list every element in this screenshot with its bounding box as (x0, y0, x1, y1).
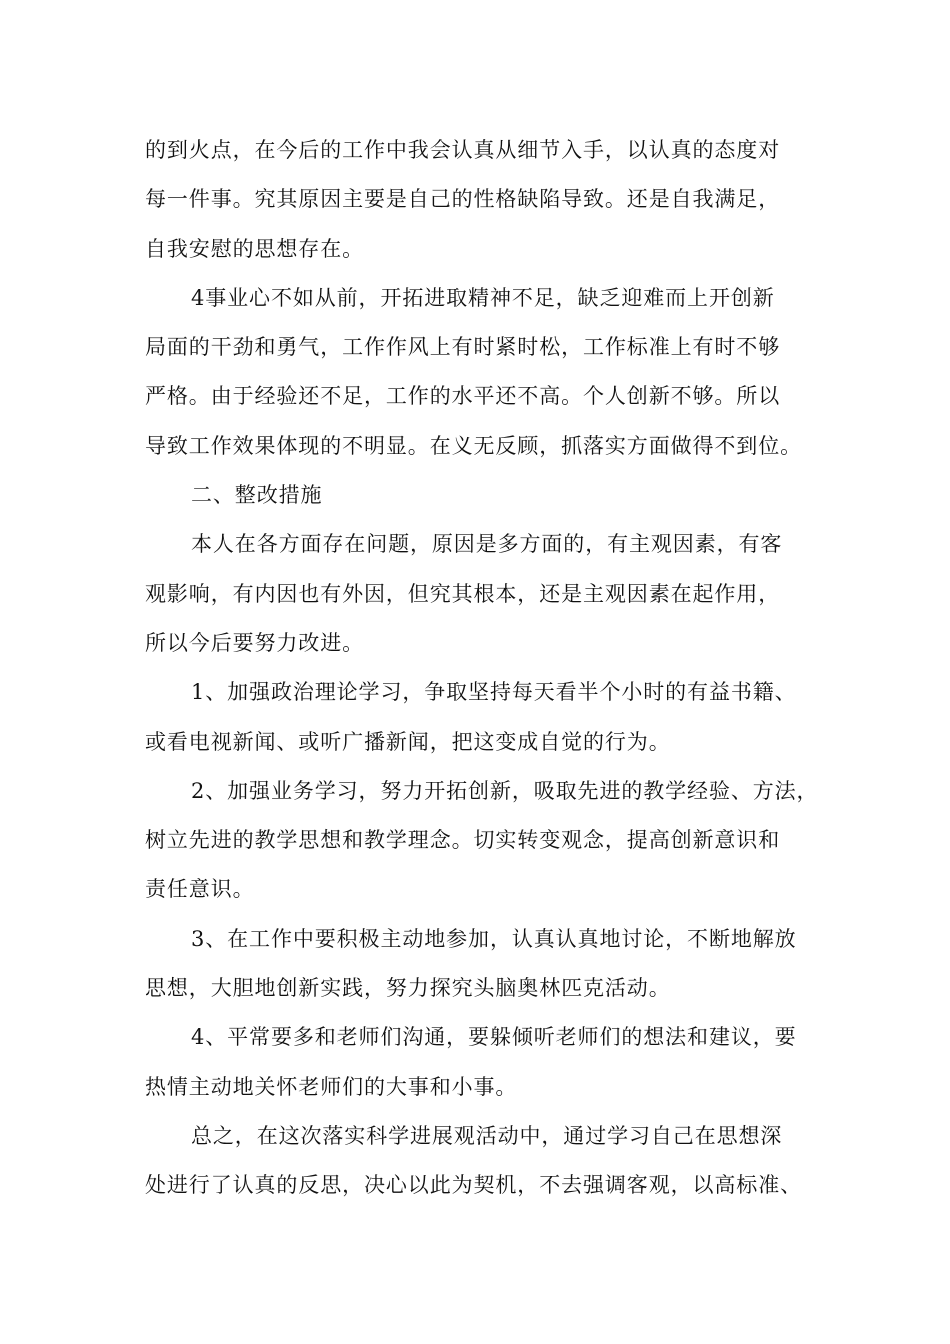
list-item: 2、加强业务学习，努力开拓创新，吸取先进的教学经验、方法， (191, 778, 819, 803)
text-line: 导致工作效果体现的不明显。在义无反顾，抓落实方面做得不到位。 (145, 433, 802, 458)
document-body (145, 126, 825, 1211)
text-line: 或看电视新闻、或听广播新闻，把这变成自觉的行为。 (145, 729, 671, 754)
text-line: 处进行了认真的反思，决心以此为契机，不去强调客观，以高标准、 (145, 1173, 802, 1198)
text-line: 局面的干劲和勇气，工作作风上有时紧时松，工作标准上有时不够 (145, 335, 781, 360)
text-line: 思想，大胆地创新实践，努力探究头脑奥林匹克活动。 (145, 976, 671, 1001)
text-line: 总之，在这次落实科学进展观活动中，通过学习自己在思想深 (191, 1123, 783, 1148)
text-line: 的到火点，在今后的工作中我会认真从细节入手，以认真的态度对 (145, 138, 781, 162)
text-line: 每一件事。究其原因主要是自己的性格缺陷导致。还是自我满足， (145, 187, 781, 212)
text-line: 自我安慰的思想存在。 (145, 236, 364, 261)
section-heading: 二、整改措施 (191, 483, 323, 508)
text-line: 观影响，有内因也有外因，但究其根本，还是主观因素在起作用， (145, 581, 781, 606)
text-line: 树立先进的教学思想和教学理念。切实转变观念，提高创新意识和 (145, 828, 781, 853)
list-item: 3、在工作中要积极主动地参加，认真认真地讨论，不断地解放 (191, 926, 797, 951)
text-line: 4事业心不如从前，开拓进取精神不足，缺乏迎难而上开创新 (191, 285, 775, 310)
list-item: 1、加强政治理论学习，争取坚持每天看半个小时的有益书籍、 (191, 680, 797, 705)
text-line: 责任意识。 (145, 877, 255, 902)
text-line: 所以今后要努力改进。 (145, 630, 364, 655)
text-line: 严格。由于经验还不足，工作的水平还不高。个人创新不够。所以 (145, 384, 781, 409)
text-line: 热情主动地关怀老师们的大事和小事。 (145, 1074, 518, 1099)
text-line: 本人在各方面存在问题，原因是多方面的，有主观因素，有客 (191, 532, 783, 557)
list-item: 4、平常要多和老师们沟通，要躲倾听老师们的想法和建议，要 (191, 1025, 797, 1050)
